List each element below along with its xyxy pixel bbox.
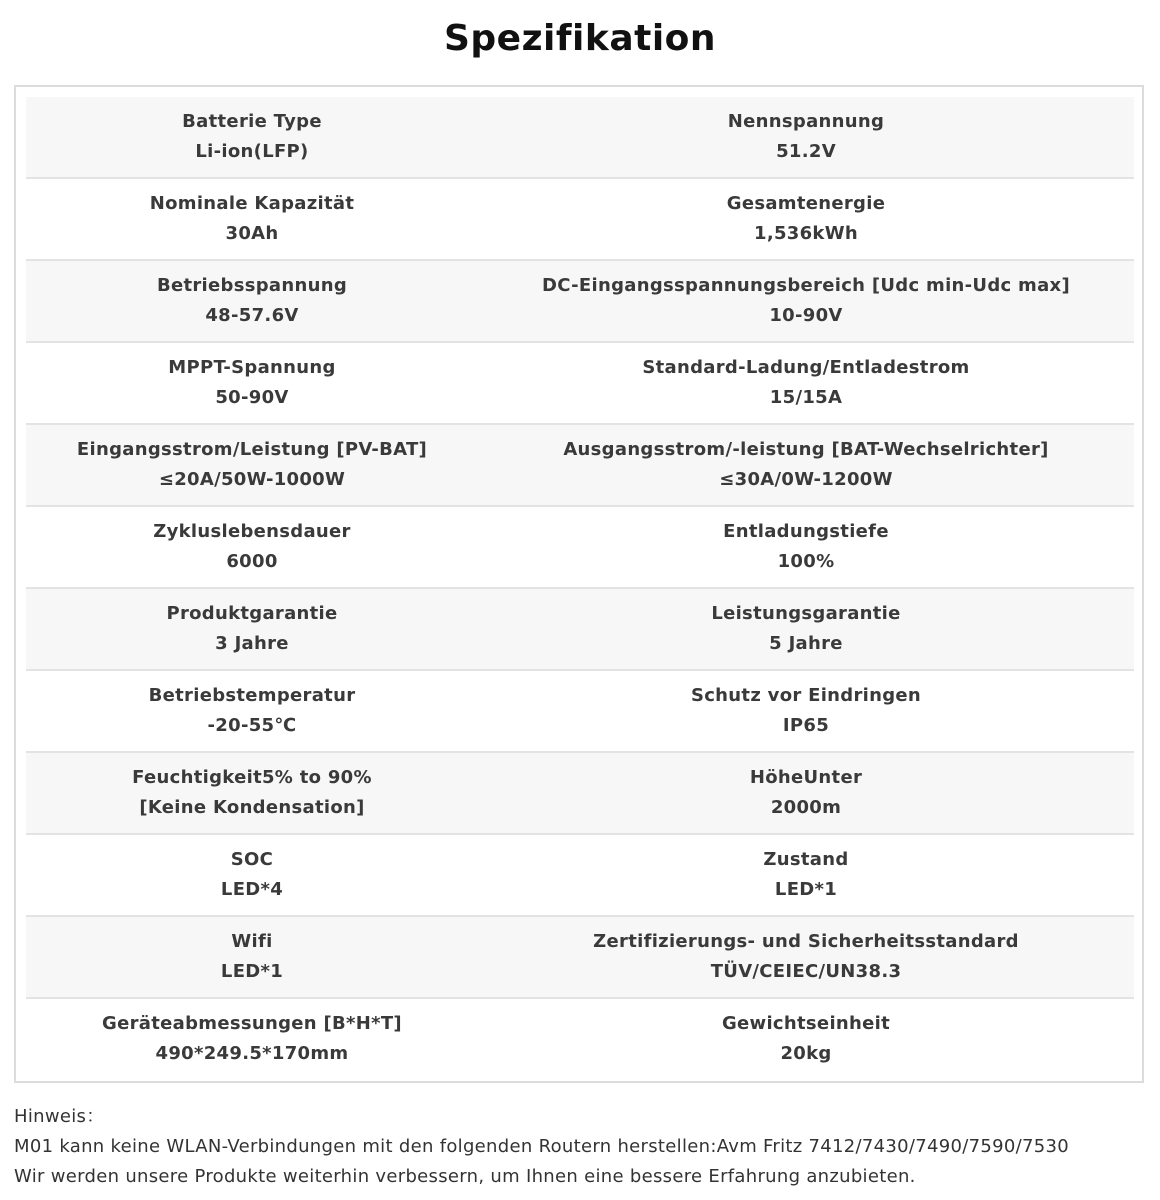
spec-label: Gewichtseinheit [721,1013,891,1034]
spec-value: 48-57.6V [205,305,299,326]
spec-cell [478,753,1134,833]
spec-cell [26,179,478,259]
spec-value: 10-90V [769,305,843,326]
spec-value: ≤20A/50W-1000W [158,469,346,490]
spec-value: Li-ion(LFP) [195,141,309,162]
spec-row [26,507,1134,589]
spec-cell [26,589,478,669]
spec-label: Feuchtigkeit5% to 90% [132,767,372,788]
spec-label: DC-Eingangsspannungsbereich [Udc min-Udc max] [541,275,1070,296]
note-line: Wir werden unsere Produkte weiterhin verbessern, um Ihnen eine bessere Erfahrung anzubieten. [14,1166,916,1187]
spec-cell [478,999,1134,1079]
spec-label: Ausgangsstrom/-leistung [BAT-Wechselrichter] [563,439,1049,460]
spec-cell [478,835,1134,915]
spec-label: Gesamtenergie [726,193,886,214]
spec-label: Zykluslebensdauer [153,521,351,542]
spec-label: Produktgarantie [166,603,338,624]
spec-value: LED*4 [220,879,284,900]
spec-cell [478,343,1134,423]
note-line: M01 kann keine WLAN-Verbindungen mit den folgenden Routern herstellen:Avm Fritz 7412/7430/7490/7590/7530 [14,1136,1070,1157]
spec-row [26,999,1134,1079]
spec-row [26,917,1134,999]
spec-value: 51.2V [776,141,836,162]
spec-cell [26,671,478,751]
spec-row [26,835,1134,917]
spec-value: 30Ah [225,223,279,244]
spec-label: HöheUnter [749,767,863,788]
spec-cell [26,261,478,341]
spec-cell [26,343,478,423]
spec-cell [478,917,1134,997]
spec-label: Nennspannung [727,111,885,132]
spec-cell [478,261,1134,341]
spec-label: SOC [230,849,274,870]
spec-label: Schutz vor Eindringen [690,685,922,706]
spec-row [26,343,1134,425]
spec-table [26,97,1134,1079]
spec-label: Nominale Kapazität [149,193,355,214]
spec-value: 20kg [780,1043,832,1064]
spec-value: 50-90V [215,387,289,408]
spec-value: 15/15A [769,387,843,408]
spec-cell [478,589,1134,669]
spec-value: LED*1 [220,961,284,982]
spec-row [26,753,1134,835]
spec-table-container [14,85,1144,1083]
spec-value: 3 Jahre [215,633,289,654]
spec-value: TÜV/CEIEC/UN38.3 [710,961,902,982]
spec-cell [26,97,478,177]
spec-value: ≤30A/0W-1200W [719,469,893,490]
spec-value: 6000 [226,551,278,572]
spec-cell [478,507,1134,587]
spec-cell [26,999,478,1079]
spec-value: IP65 [782,715,830,736]
spec-value: LED*1 [774,879,838,900]
spec-value: 2000m [770,797,842,818]
spec-cell [26,917,478,997]
spec-label: Entladungstiefe [723,521,889,542]
spec-cell [26,425,478,505]
spec-label: Wifi [231,931,273,952]
spec-label: Standard-Ladung/Entladestrom [642,357,970,378]
spec-cell [478,671,1134,751]
spec-row [26,261,1134,343]
note-section [14,1102,1144,1192]
spec-label: Betriebsspannung [156,275,348,296]
spec-label: Leistungsgarantie [711,603,901,624]
spec-value: [Keine Kondensation] [139,797,365,818]
spec-label: Zustand [763,849,849,870]
spec-row [26,97,1134,179]
spec-value: -20-55℃ [207,715,297,736]
spec-cell [26,753,478,833]
spec-cell [26,835,478,915]
spec-value: 1,536kWh [754,223,858,244]
spec-cell [26,507,478,587]
spec-label: Zertifizierungs- und Sicherheitsstandard [593,931,1019,952]
spec-row [26,671,1134,753]
spec-row [26,179,1134,261]
spec-cell [478,97,1134,177]
spec-row [26,425,1134,507]
spec-value: 5 Jahre [769,633,843,654]
spec-label: Geräteabmessungen [B*H*T] [102,1013,402,1034]
spec-label: MPPT-Spannung [168,357,336,378]
spec-value: 100% [777,551,835,572]
spec-cell [478,179,1134,259]
note-heading: Hinweis： [14,1106,105,1127]
page-title: Spezifikation [443,18,717,59]
spec-value: 490*249.5*170mm [155,1043,349,1064]
spec-cell [478,425,1134,505]
spec-label: Eingangsstrom/Leistung [PV-BAT] [76,439,428,460]
spec-row [26,589,1134,671]
spec-label: Betriebstemperatur [148,685,356,706]
spec-label: Batterie Type [182,111,322,132]
